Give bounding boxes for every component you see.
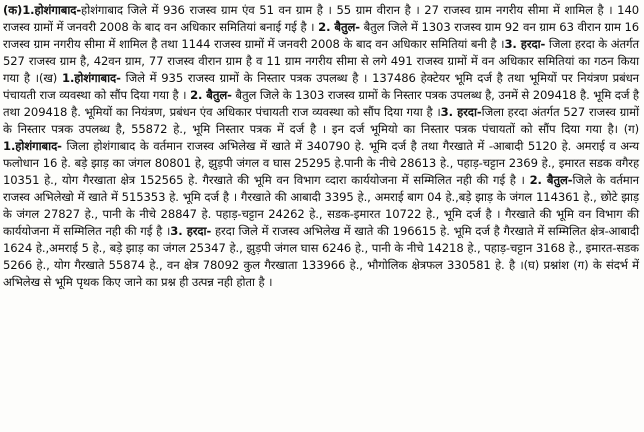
district-heading: 2. बैतुल-: [190, 88, 232, 102]
district-heading: 2. बैतुल-: [318, 20, 360, 34]
body-text: जिले में 935 राजस्व ग्रामों के निस्तार पत्रक उपलब्ध है । 137486 हेक्टेयर भूमि दर्ज है तथा भूमियों पर नियंत्रण प्रबंधन पंचायती राज व्यवस्था को सौंप दिया गया है ।: [3, 71, 639, 102]
body-text: जिले के वर्तमान राजस्व अभिलेखो में खाते में 515353 हे. भूमि दर्ज है । गैरखाते की आबादी 3395 हे., अमराई बाग 04 हे.,बड़े झाड़ के जंगल 114361 हे., छोटे झाड़ के जंगल 27827 हे., पानी के नीचे 28847 हे. पहाड़-चट्टान 24262 हे., सडक-इमारत 10722 हे., भूमि दर्ज है । गैरखाते की भूमि वन विभाग की कार्ययोजना में सम्मिलित नही की गई है ।: [3, 173, 639, 238]
district-heading: (क): [3, 3, 23, 17]
body-text: हरदा जिले में राजस्व अभिलेख में खाते की 196615 हे. भूमि दर्ज है गैरखाते में सम्मिलित क्षेत्र-आबादी 1624 हे.,अमराई 5 हे., बड़े झाड़ का जंगल 25347 हे., झुड़पी जंगल घास 6246 हे., पानी के नीचे 14218 हे., पहाड़-चट्टान 3168 हे., इमारत-सडक 5266 हे., योग गैरखाते 55874 हे., वन क्षेत्र 78092 कुल गैरखाता 133966 हे., भौगोलिक क्षेत्रफल 330581 हे. है ।(घ) प्रश्नांश (ग) के संदर्भ में अभिलेख से भूमि पृथक किए जाने का प्रश्न ही उत्पन्न नही होता है ।: [3, 224, 639, 289]
answer-paragraph: [3, 2, 639, 291]
district-heading: 1.होशंगाबाद-: [3, 139, 62, 153]
district-heading: 2. बैतुल-: [529, 173, 573, 187]
body-text: होशंगाबाद जिले में 936 राजस्व ग्राम एंव 51 वन ग्राम है । 55 ग्राम वीरान है । 27 राजस्व ग्राम नगरीय सीमा में शामिल है । 140 राजस्व ग्रामों में जनवरी 2008 के बाद वन अधिकार समितियां बनाई गई है ।: [3, 3, 639, 34]
district-heading: 1.होशंगाबाद-: [22, 3, 82, 17]
district-heading: 3. हरदा-: [170, 224, 212, 238]
district-heading: 3. हरदा-: [504, 37, 546, 51]
district-heading: 3. हरदा-: [440, 105, 482, 119]
body-text: बैतुल जिले के 1303 राजस्व ग्रामों के निस्तार पत्रक उपलब्ध है, उनमें से 209418 है. भूमि दर्ज है तथा 209418 है. भूमियों का नियंत्रण, प्रबंधन एंव अधिकार पंचायती राज व्यवस्था को सौंप दिया गया है ।: [3, 88, 639, 119]
body-text: बैतुल जिले में 1303 राजस्व ग्राम 92 वन ग्राम 63 वीरान ग्राम 16 राजस्व ग्राम नगरीय सीमा में शामिल है तथा 1144 राजस्व ग्रामों में जनवरी 2008 के बाद वन अधिकार समितियां बनी है ।: [3, 20, 640, 51]
body-text: जिला हरदा के अंतर्गत 527 राजस्व ग्राम है, 42वन ग्राम, 77 राजस्व वीरान ग्राम है व 11 ग्राम नगरीय सीमा से लगे 491 राजस्व ग्रामों में वन अधिकार समितियां का गठन किया गया है ।(ख): [3, 37, 639, 85]
district-heading: 1.होशंगाबाद-: [61, 71, 121, 85]
body-text: जिला हरदा अंतर्गत 527 राजस्व ग्रामों के निस्तार पत्रक उपलब्ध है, 55872 हे., भूमि निस्तार पत्रक में दर्ज है । इन दर्ज भूमियो का निस्तार पत्रक पंचायतों को सौंप दिया गया है। (ग): [3, 105, 639, 136]
body-text: जिला होशंगाबाद के वर्तमान राजस्व अभिलेख में खाते में 340790 हे. भूमि दर्ज है तथा गैरखाते में -आबादी 5120 हे. अमराई व अन्य फलोधान 16 हे. बड़े झाड़ का जंगल 80801 हे, झुड़पी जंगल व घास 25295 हे.पानी के नीचे 28613 हे., पहाड़-चट्टान 2369 हे., इमारत सडक वगैरह 10351 हे., योग गैरखाता क्षेत्र 152565 हे. गैरखाते की भूमि वन विभाग व्दारा कार्ययोजना में सम्मिलित नही की गई है ।: [3, 139, 639, 187]
